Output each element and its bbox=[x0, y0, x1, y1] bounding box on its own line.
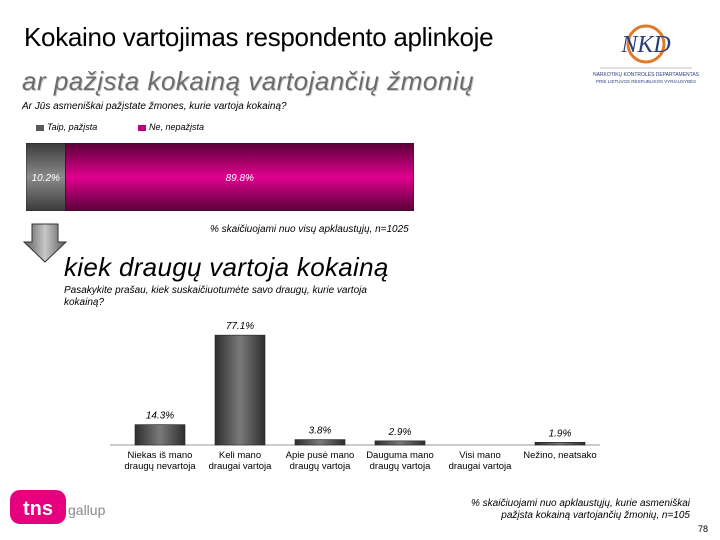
bar bbox=[295, 440, 345, 445]
logo-text-tns: tns bbox=[23, 498, 53, 520]
section-heading-acquaintance: ar pažįsta kokainą vartojančių žmonių bbox=[22, 66, 475, 96]
category-label: Nežino, neatsako bbox=[523, 450, 597, 461]
note-line: pažįsta kokainą vartojančių žmonių, n=105 bbox=[501, 510, 690, 521]
bar-value-label: 14.3% bbox=[145, 410, 175, 422]
tns-gallup-logo bbox=[8, 484, 108, 530]
legend-swatch-yes bbox=[36, 125, 44, 131]
section-heading-friends: kiek draugų vartoja kokainą bbox=[64, 252, 389, 282]
category-label: draugai vartoja bbox=[208, 461, 272, 472]
page-title: Kokaino vartojimas respondento aplinkoje bbox=[24, 22, 494, 52]
category-label: draugų vartoja bbox=[289, 461, 351, 472]
category-label: draugų vartoja bbox=[369, 461, 431, 472]
category-label: Niekas iš mano bbox=[127, 450, 193, 461]
note-sample-acquainted bbox=[471, 498, 690, 522]
legend-label-no: Ne, nepažįsta bbox=[149, 122, 205, 132]
note-sample-all: % skaičiuojami nuo visų apklaustųjų, n=1025 bbox=[210, 224, 409, 235]
logo-text-gallup: gallup bbox=[68, 502, 106, 518]
svg-text:NKD: NKD bbox=[621, 32, 671, 58]
legend-item-yes bbox=[36, 122, 97, 132]
bar bbox=[375, 441, 425, 445]
bar-value-label: 1.9% bbox=[548, 428, 572, 440]
note-line: % skaičiuojami nuo apklaustųjų, kurie asmeniškai bbox=[471, 498, 690, 509]
question-acquaintance: Ar Jūs asmeniškai pažįstate žmones, kurie vartoja kokainą? bbox=[22, 101, 287, 112]
category-label: Visi mano bbox=[459, 450, 501, 461]
logo-text-line: NARKOTIKŲ KONTROLĖS DEPARTAMENTAS bbox=[592, 72, 700, 78]
page-number: 78 bbox=[697, 524, 708, 534]
nkd-logo bbox=[592, 14, 700, 94]
legend-item-no bbox=[138, 122, 204, 132]
category-label: Keli mano bbox=[218, 450, 262, 461]
category-label: draugai vartoja bbox=[448, 461, 512, 472]
stack-value-label: 89.8% bbox=[225, 173, 254, 184]
category-label: Apie pusė mano bbox=[285, 450, 355, 461]
bar bbox=[215, 335, 265, 445]
category-label: draugų nevartoja bbox=[124, 461, 196, 472]
stack-value-label: 10.2% bbox=[31, 173, 60, 184]
bar bbox=[535, 442, 585, 445]
question-friends: Pasakykite prašau, kiek suskaičiuotumėte savo draugų, kurie vartoja kokainą? bbox=[64, 285, 367, 308]
bar-value-label: 77.1% bbox=[225, 321, 255, 333]
arrow-down-icon bbox=[22, 222, 68, 264]
bar bbox=[135, 425, 185, 445]
logo-text-line: PRIE LIETUVOS RESPUBLIKOS VYRIAUSYBĖS bbox=[595, 79, 697, 84]
category-label: Dauguma mano bbox=[366, 450, 434, 461]
legend-swatch-no bbox=[138, 125, 146, 131]
friends-bar-chart bbox=[110, 315, 610, 485]
bar-value-label: 2.9% bbox=[388, 426, 412, 438]
legend-label-yes: Taip, pažįsta bbox=[47, 122, 98, 132]
bar-value-label: 3.8% bbox=[308, 425, 332, 437]
stacked-bar-chart bbox=[26, 143, 414, 211]
